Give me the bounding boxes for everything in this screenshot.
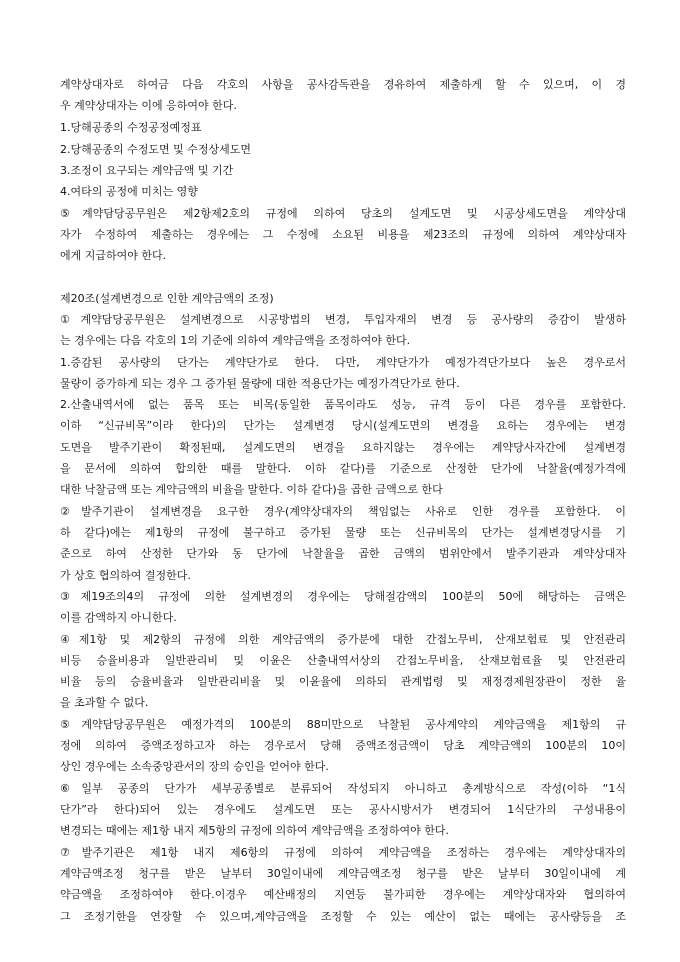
text-line-33: 상인 경우에는 소속중앙관서의 장의 승인을 얻어야 한다.	[60, 760, 329, 773]
text-line-18: 도면을 발주기관이 확정된때, 설계도면의 변경을 요하지않는 경우에는 계약당사자간에 설계변경	[60, 441, 626, 454]
text-line-27: ④제1항 및 제2항의 규정에 의한 계약금액의 증가분에 대한 간접노무비, 산재보험료 및 안전관리	[60, 633, 626, 646]
text-line-40: 그 조정기한을 연장할 수 있으며,계약금액을 조정할 수 있는 예산이 없는 때에는 공사량등을 조	[60, 910, 626, 923]
text-line-9: 에게 지급하여야 한다.	[60, 249, 167, 262]
text-line-7: ⑤계약담당공무원은 제2항제2호의 규정에 의하여 당초의 설계도면 및 시공상세도면을 계약상대	[60, 207, 626, 220]
text-line-19: 을 문서에 의하여 합의한 때를 말한다. 이하 같다)를 기준으로 산정한 단가에 낙찰율(예정가격에	[60, 462, 626, 475]
text-line-17: 이하 “신규비목”이라 한다)의 단가는 설계변경 당시(설계도면의 변경을 요하는 경우에는 변경	[60, 419, 626, 432]
article-heading: 제20조(설계변경으로 인한 계약금액의 조정)	[60, 292, 274, 305]
text-line-2: 우 계약상대자는 이에 응하여야 한다.	[60, 99, 237, 112]
blank-line	[60, 266, 626, 287]
text-line-3: 1.당해공종의 수정공정예정표	[60, 121, 202, 134]
text-line-24: 가 상호 협의하여 결정한다.	[60, 569, 191, 582]
text-line-23: 준으로 하여 산정한 단가와 동 단가에 낙찰율을 곱한 금액의 범위안에서 발주기관과 계약상대자	[60, 547, 626, 560]
text-line-14: 1.증감된 공사량의 단가는 계약단가로 한다. 다만, 계약단가가 예정가격단가보다 높은 경우로서	[60, 356, 626, 369]
text-line-32: 정에 의하여 증액조정하고자 하는 경우로서 당해 증액조정금액이 당초 계약금액의 100분의 10이	[60, 739, 626, 752]
text-line-39: 약금액을 조정하여야 한다.이경우 예산배정의 지연등 불가피한 경우에는 계약상대자와 협의하여	[60, 888, 626, 901]
text-line-5: 3.조정이 요구되는 계약금액 및 기간	[60, 164, 234, 177]
text-line-15: 물량이 증가하게 되는 경우 그 증가된 물량에 대한 적용단가는 예정가격단가로 한다.	[60, 377, 460, 390]
text-line-29: 비율 등의 승율비율과 일반관리비율 및 이윤율에 의하되 관계법령 및 재정경제원장관이 정한 율	[60, 675, 626, 688]
text-line-6: 4.여타의 공정에 미치는 영향	[60, 185, 198, 198]
text-line-16: 2.산출내역서에 없는 품목 또는 비목(동일한 품목이라도 성능, 규격 등이 다른 경우를 포함한다.	[60, 398, 626, 411]
text-line-37: ⑦발주기관은 제1항 내지 제6항의 규정에 의하여 계약금액을 조정하는 경우에는 계약상대자의	[60, 846, 626, 859]
text-line-31: ⑤계약담당공무원은 예정가격의 100분의 88미만으로 낙찰된 공사계약의 계약금액을 제1항의 규	[60, 718, 626, 731]
text-line-35: 단가”라 한다)되어 있는 경우에도 설계도면 또는 공사시방서가 변경되어 1식단가의 구성내용이	[60, 803, 626, 816]
text-line-12: ①계약담당공무원은 설계변경으로 시공방법의 변경, 투입자재의 변경 등 공사량의 증감이 발생하	[60, 313, 626, 326]
text-line-38: 계약금액조정 청구를 받은 날부터 30일이내에 계약금액조정 청구를 받은 날부터 30일이내에 계	[60, 867, 626, 880]
text-line-30: 을 초과할 수 없다.	[60, 696, 149, 709]
text-line-21: ②발주기관이 설계변경을 요구한 경우(계약상대자의 책임없는 사유로 인한 경우를 포함한다. 이	[60, 505, 626, 518]
text-line-36: 변경되는 때에는 제1항 내지 제5항의 규정에 의하여 계약금액을 조정하여야 한다.	[60, 824, 449, 837]
text-line-8: 자가 수정하여 제출하는 경우에는 그 수정에 소요된 비용을 제23조의 규정에 의하여 계약상대자	[60, 228, 626, 241]
text-line-34: ⑥일부 공종의 단가가 세부공종별로 분류되어 작성되지 아니하고 총계방식으로 작성(이하 “1식	[60, 782, 626, 795]
text-line-20: 대한 낙찰금액 또는 계약금액의 비율을 말한다. 이하 같다)을 곱한 금액으로 한다	[60, 483, 443, 496]
text-line-28: 비등 승율비용과 일반관리비 및 이윤은 산출내역서상의 간접노무비율, 산재보험료율 및 안전관리	[60, 654, 626, 667]
text-line-22: 하 같다)에는 제1항의 규정에 불구하고 증가된 물량 또는 신규비목의 단가는 설계변경당시를 기	[60, 526, 626, 539]
text-line-1: 계약상대자로 하여금 다음 각호의 사항을 공사감독관을 경유하여 제출하게 할 수 있으며, 이 경	[60, 78, 626, 91]
text-line-13: 는 경우에는 다음 각호의 1의 기준에 의하여 계약금액을 조정하여야 한다.	[60, 334, 411, 347]
text-line-26: 이를 감액하지 아니한다.	[60, 611, 177, 624]
text-line-4: 2.당해공종의 수정도면 및 수정상세도면	[60, 143, 251, 156]
text-line-25: ③제19조의4의 규정에 의한 설계변경의 경우에는 당해절감액의 100분의 50에 해당하는 금액은	[60, 590, 626, 603]
